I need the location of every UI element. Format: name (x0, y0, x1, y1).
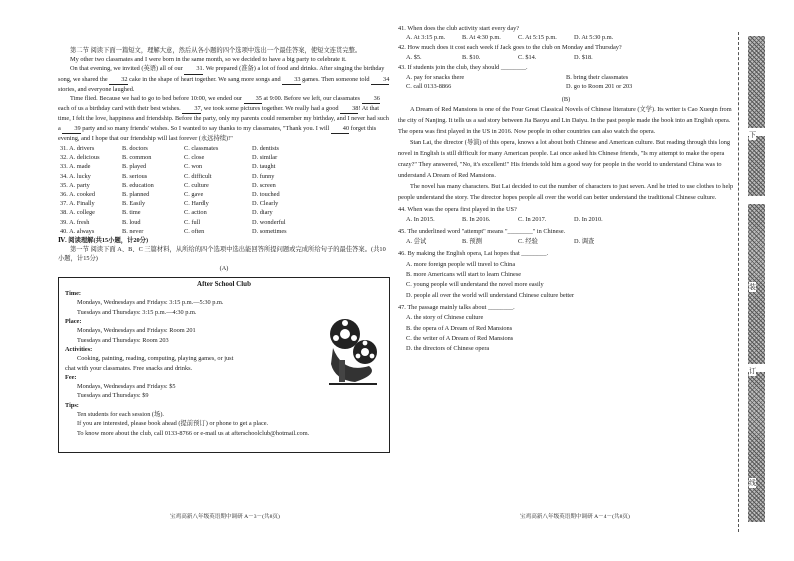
option: A. In 2015. (406, 216, 435, 224)
passage-text: stories, and everyone laughed. (58, 85, 135, 93)
option-row (58, 162, 390, 171)
option: 35. A. party (60, 181, 90, 189)
option-row (58, 144, 390, 153)
passage-text: Time flied. Because we had to go to bed before 10:00, we ended our (70, 95, 244, 103)
option-row (58, 208, 390, 217)
option: 32. A. delicious (60, 154, 100, 162)
footer-right: 宝鸡高新八年级英语期中调研 A－4－(共8页) (520, 514, 630, 520)
question: 43. If students join the club, they should ________. (398, 64, 528, 72)
option: 33. A. made (60, 163, 91, 171)
option: 37. A. Finally (60, 200, 95, 208)
option: C. call 0133-8866 (406, 82, 452, 90)
blank-number: 37 (182, 104, 200, 114)
option: D. touched (252, 191, 280, 199)
passage-text: party and so many friends' wishes. So I wanted to say thanks to my classmates, "Thank you. I will (80, 124, 331, 132)
option: 40. A. always (60, 227, 95, 235)
option-row (398, 53, 734, 62)
ad-activities-line: Cooking, painting, reading, computing, playing games, or just (77, 355, 234, 363)
binding-char: 装 (749, 283, 756, 291)
ad-tips-line: If you are interested, please book ahead (提前预订) or phone to get a place. (77, 420, 269, 428)
ad-activities-line: chat with your classmates. Free snacks and drinks. (65, 364, 193, 372)
option: B. planned (122, 191, 150, 199)
ad-fee-label: Fee: (65, 373, 77, 381)
blank-number: 31 (184, 64, 202, 74)
blank-number: 34 (371, 75, 389, 85)
passage-text: . We prepared (准备) a lot of food and drinks. After singing the birthday song, we shared the (58, 65, 385, 83)
passage-b-label: (B) (561, 95, 571, 103)
option-row (58, 153, 390, 162)
option: B. serious (122, 172, 148, 180)
option: B. At 4:30 p.m. (462, 33, 501, 41)
option-row (58, 199, 390, 208)
option: D. At 5:30 p.m. (574, 33, 614, 41)
option-row (58, 172, 390, 181)
option: A. $5. (406, 53, 422, 61)
option: C. classmates (184, 145, 219, 153)
right-column (398, 22, 734, 355)
option: D. sometimes (252, 227, 287, 235)
binding-texture (748, 36, 765, 128)
option: B. more Americans will start to learn Chinese (406, 271, 522, 279)
option: C. full (184, 218, 201, 226)
cloze-paragraph (58, 94, 390, 143)
option: B. education (122, 181, 154, 189)
section4-title: Ⅳ. 阅读理解(共15小题，计20分) (58, 237, 149, 245)
option-row (398, 73, 734, 91)
option: D. funny (252, 172, 275, 180)
ad-tips-line: To know more about the club, call 0133-8766 or e-mail us at afterschoolclub@hotmail.com. (77, 429, 310, 437)
question: 42. How much does it cost each week if Jack goes to the club on Monday and Thursday? (398, 44, 622, 52)
footer-left: 宝鸡高新八年级英语期中调研 A－3－(共8页) (170, 514, 280, 520)
blank-number: 40 (331, 124, 349, 134)
passage-text: ! At that time, I felt the love, happiness and friendship. Before the party, only my parents could remember my birthday, and I never had such a (58, 105, 389, 132)
blank-number: 36 (362, 94, 380, 104)
passage-b-paragraph: A Dream of Red Mansions is one of the Four Great Classical Novels of Chinese literature (文学). Its writer is Cao Xueqin from the city of Nanjing. It tells us a sad story between Jia Baoyu and Lin Daiyu. In the past people made the book into an English opera. The opera was first played in the US in 2016. Now people in other countries can also watch the opera. (398, 106, 732, 136)
binding-char: 订 (749, 367, 756, 375)
option: B. In 2016. (462, 216, 491, 224)
passage-text: at 9:00. Before we left, our classmates (261, 95, 362, 103)
option-row (58, 181, 390, 190)
option: C. In 2017. (518, 216, 547, 224)
option-row (398, 237, 734, 247)
option: C. At 5:15 p.m. (518, 33, 557, 41)
ad-place-line: Mondays, Wednesdays and Fridays: Room 201 (77, 327, 196, 335)
question: 44. When was the opera first played in the US? (398, 205, 517, 213)
binding-margin (738, 32, 767, 532)
ad-time-line: Tuesdays and Thursdays: 3:15 p.m.—4:30 p.m. (77, 308, 197, 316)
binding-texture (748, 372, 765, 522)
option: B. $10. (462, 53, 481, 61)
ad-title: After School Club (197, 279, 251, 288)
ad-tips-label: Tips: (65, 401, 79, 409)
question: 46. By making the English opera, Lai hopes that ________. (398, 250, 549, 258)
part2-instructions: 第二节 阅读下面一篇短文，理解大意，然后从各小题的四个选项中选出一个最佳答案，使短文连贯完整。 (70, 47, 362, 54)
option: C. won (184, 163, 203, 171)
option: D. dentists (252, 145, 279, 153)
ad-fee-line: Mondays, Wednesdays and Fridays: $5 (77, 383, 176, 391)
ad-place-label: Place: (65, 318, 82, 326)
option: D. similar (252, 154, 278, 162)
passage-text: games. Then someone told (300, 75, 372, 83)
option: B. Easily (122, 200, 146, 208)
option: A. more foreign people will travel to China (406, 260, 516, 268)
passage-text: cake in the shape of heart together. We sang more songs and (127, 75, 283, 83)
film-reel-illustration (325, 314, 381, 386)
cloze-paragraph (58, 64, 390, 94)
option: C. often (184, 227, 205, 235)
option: D. 调查 (574, 238, 595, 246)
option: A. 尝试 (406, 238, 427, 246)
option: D. the directors of Chinese opera (406, 345, 490, 353)
option: A. pay for snacks there (406, 73, 465, 81)
option-row (58, 227, 390, 236)
option: C. 经验 (518, 238, 538, 246)
option: D. In 2010. (574, 216, 603, 224)
option: C. young people will understand the novel more easily (406, 281, 544, 289)
binding-char: 下 (749, 131, 756, 139)
blank-number: 33 (282, 75, 300, 85)
binding-texture (748, 136, 765, 196)
question: 41. When does the club activity start every day? (398, 24, 520, 32)
option: B. doctors (122, 145, 148, 153)
passage-text: On that evening, we invited (英语) all of our (70, 65, 185, 73)
option: B. played (122, 163, 147, 171)
blank-number: 38 (340, 104, 358, 114)
option: D. taught (252, 163, 276, 171)
ad-place-line: Tuesdays and Thursdays: Room 203 (77, 336, 169, 344)
questions-a (398, 24, 734, 91)
option: B. loud (122, 218, 141, 226)
option: D. people all over the world will understand Chinese culture better (406, 291, 575, 299)
ad-activities-label: Activities: (65, 345, 93, 353)
ad-tips-line: Ten students for each session (场). (77, 411, 164, 419)
part1-instructions: 第一节 阅读下面 A、B、C 三篇材料，从所给的四个选项中选出能回答所提问题或完成所给句子的最佳答案。(共10小题，计15分) (58, 246, 386, 263)
option: C. $14. (518, 53, 537, 61)
option: D. wonderful (252, 218, 286, 226)
binding-char: 线 (749, 479, 756, 487)
passage-b-paragraph: The novel has many characters. But Lai decided to cut the number of characters to just seven. And he tried to use clothes to help people understand the story. The director hopes people all over the world can better understand the traditional Chinese culture. (398, 183, 734, 202)
option: D. diary (252, 209, 273, 217)
option: C. the writer of A Dream of Red Mansions (406, 335, 514, 342)
passage-text: each of us a birthday card with their best wishes. (58, 105, 183, 113)
option: D. Clearly (252, 200, 279, 208)
option: 38. A. college (60, 209, 95, 217)
option: B. 预测 (462, 238, 482, 246)
passage-text: forget this evening, and I hope that our friendship will last forever (永远持续)!" (58, 124, 377, 142)
passage-text: My other two classmates and I were born in the same month, so we decided to have a big party to celebrate it. (70, 56, 347, 64)
option: C. gave (184, 191, 204, 199)
ad-time-label: Time: (65, 290, 81, 298)
option-row (398, 215, 734, 225)
option: B. time (122, 209, 141, 217)
option: B. bring their classmates (566, 73, 629, 81)
question: 47. The passage mainly talks about ________. (398, 303, 515, 311)
option: B. never (122, 227, 144, 235)
ad-time-line: Mondays, Wednesdays and Fridays: 3:15 p.m.—5:30 p.m. (77, 299, 224, 307)
left-column (58, 46, 390, 453)
option-row (58, 190, 390, 199)
option: A. the story of Chinese culture (406, 314, 484, 322)
option: C. action (184, 209, 207, 217)
option: B. the opera of A Dream of Red Mansions (406, 324, 513, 332)
option: D. go to Room 201 or 203 (566, 82, 633, 90)
passage-text: , we took some pictures together. We really had a good (200, 105, 341, 113)
option: D. $18. (574, 53, 593, 61)
option: A. At 3:15 p.m. (406, 33, 446, 41)
question: 45. The underlined word "attempt" means "________" in Chinese. (398, 227, 566, 235)
questions-b (398, 205, 734, 355)
option: C. difficult (184, 172, 212, 180)
blank-number: 39 (62, 124, 80, 134)
blank-number: 35 (244, 94, 262, 104)
blank-number: 32 (109, 75, 127, 85)
option: 36. A. cooked (60, 191, 95, 199)
option: C. Hardly (184, 200, 209, 208)
club-advertisement (58, 277, 390, 453)
cloze-passage (58, 55, 390, 143)
option-row (398, 33, 734, 42)
option: 31. A. drivers (60, 145, 95, 153)
cloze-options (58, 144, 390, 236)
option: 39. A. fresh (60, 218, 90, 226)
option: C. culture (184, 181, 209, 189)
option-row (58, 218, 390, 227)
passage-b-paragraph: Stan Lai, the director (导演) of this opera, knows a lot about both Chinese and American culture. But reading through this long novel in English is still difficult for many American people. Lai once asked his Chinese friends, "Is my attempt to make the opera crazy?" They answered, "No, it's excellent!" His friends told him a good way for people in the world to understand China was to understand A Dream of Red Mansions. (398, 139, 731, 180)
option: B. common (122, 154, 152, 162)
passage-a-label: (A) (219, 264, 229, 272)
option: D. screen (252, 181, 276, 189)
ad-fee-line: Tuesdays and Thursdays: $9 (77, 392, 149, 400)
cloze-paragraph (58, 55, 390, 64)
option: 34. A. lucky (60, 172, 91, 180)
option: C. close (184, 154, 205, 162)
